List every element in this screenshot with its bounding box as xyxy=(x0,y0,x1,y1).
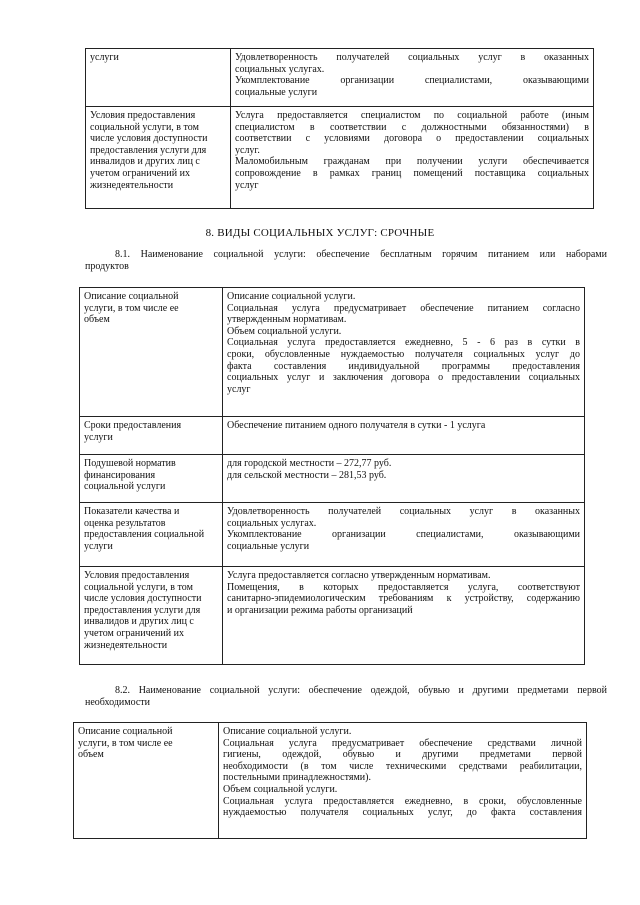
row-value-cell xyxy=(223,455,585,503)
cell-text-line: Условия предоставления xyxy=(90,110,196,121)
row-value-cell xyxy=(223,417,585,455)
cell-text-line: социальные услуги xyxy=(235,86,318,98)
table-row xyxy=(74,723,587,839)
cell-text-line: оценка результатов xyxy=(84,517,166,529)
cell-text-line: утвержденным нормативам. xyxy=(227,314,347,326)
cell-text-line: услуг xyxy=(227,383,251,395)
row-value-cell xyxy=(223,567,585,665)
cell-text-line: инвалидов и других лиц с xyxy=(90,156,200,168)
paragraph-line: продуктов xyxy=(85,260,129,272)
cell-text-line: предоставления услуги для xyxy=(84,604,201,616)
row-value-cell xyxy=(231,107,594,209)
cell-text-line: сопровождение в рамках границ помещений поставщика социальных xyxy=(235,167,589,179)
cell-text-line: Описание социальной xyxy=(84,291,179,302)
row-label-cell xyxy=(74,723,219,839)
table-continued xyxy=(85,48,594,209)
table-row xyxy=(86,49,594,107)
row-label-cell xyxy=(86,107,231,209)
cell-text-line: жизнедеятельности xyxy=(84,639,168,651)
cell-text-line: услуги, в том числе ее xyxy=(84,302,179,314)
cell-text-line: социальных услугах. xyxy=(227,517,317,529)
cell-text-line: социальной услуги xyxy=(84,481,166,493)
cell-text-line: Укомплектование организации специалистами, оказывающими xyxy=(235,75,589,87)
cell-text-line: факта составления индивидуальной программы предоставления xyxy=(227,360,580,372)
cell-text-line: услуг xyxy=(235,179,259,191)
cell-text-line: объем xyxy=(84,314,110,326)
cell-text-line: услуг. xyxy=(235,144,260,156)
cell-text-line: Укомплектование организации специалистами, оказывающими xyxy=(227,529,580,541)
row-label-cell xyxy=(80,455,223,503)
cell-text-line: Социальная услуга предоставляется ежедневно, в сроки, обусловленные xyxy=(223,795,582,807)
cell-text-line: Социальная услуга предусматривает обеспечение питанием согласно xyxy=(227,302,580,314)
cell-text-line: нуждаемостью получателя социальных услуг, до факта составления xyxy=(223,807,582,819)
section-heading: 8. ВИДЫ СОЦИАЛЬНЫХ УСЛУГ: СРОЧНЫЕ xyxy=(205,227,435,239)
table-row xyxy=(80,288,585,417)
row-label-cell xyxy=(80,288,223,417)
row-label-cell xyxy=(86,49,231,107)
paragraph-8-2 xyxy=(85,685,607,708)
row-value-cell xyxy=(223,288,585,417)
cell-text-line: учетом ограничений их xyxy=(90,167,190,179)
cell-text-line: учетом ограничений их xyxy=(84,627,184,639)
cell-text-line: объем xyxy=(78,749,104,761)
cell-text-line: Описание социальной услуги. xyxy=(227,291,356,302)
cell-text-line: Сроки предоставления xyxy=(84,420,182,431)
paragraph-line: 8.1. Наименование социальной услуги: обеспечение бесплатным горячим питанием или наборами xyxy=(115,249,607,260)
table-service-8-2 xyxy=(73,722,587,839)
cell-text-line: предоставления услуги для xyxy=(90,144,207,156)
cell-text-line: соответствии с условиями договора о предоставлении социальных xyxy=(235,133,589,145)
cell-text-line: социальной услуги, в том xyxy=(84,581,193,593)
cell-text-line: социальных услугах. xyxy=(235,63,325,75)
cell-text-line: Показатели качества и xyxy=(84,506,180,517)
cell-text-line: Удовлетворенность получателей социальных услуг в оказанных xyxy=(235,52,589,63)
paragraph-line: 8.2. Наименование социальной услуги: обеспечение одеждой, обувью и другими предметами первой xyxy=(115,685,607,696)
table-row xyxy=(86,107,594,209)
table-row xyxy=(80,567,585,665)
cell-text-line: Объем социальной услуги. xyxy=(227,325,342,337)
cell-text-line: Подушевой норматив xyxy=(84,458,176,469)
table-row xyxy=(80,503,585,567)
cell-text-line: Обеспечение питанием одного получателя в сутки - 1 услуга xyxy=(227,420,486,431)
cell-text-line: необходимости (в том числе техническими средствами реабилитации, xyxy=(223,760,582,772)
paragraph-8-1 xyxy=(85,249,607,272)
row-value-cell xyxy=(223,503,585,567)
cell-text-line: и организации режима работы организаций xyxy=(227,604,413,616)
row-value-cell xyxy=(219,723,587,839)
cell-text-line: Социальная услуга предоставляется ежедневно, 5 - 6 раз в сутки в xyxy=(227,337,580,349)
row-label-cell xyxy=(80,567,223,665)
cell-text-line: социальные услуги xyxy=(227,540,310,552)
cell-text-line: услуги, в том числе ее xyxy=(78,737,173,749)
table-service-8-1 xyxy=(79,287,585,665)
cell-text-line: социальных услуг и заключения договора о предоставлении социальных xyxy=(227,372,580,384)
cell-text-line: для сельской местности – 281,53 руб. xyxy=(227,469,387,481)
cell-text-line: услуги xyxy=(84,431,113,443)
cell-text-line: числе условия доступности xyxy=(84,593,202,605)
cell-text-line: Удовлетворенность получателей социальных услуг в оказанных xyxy=(227,506,580,517)
cell-text-line: постельными принадлежностями). xyxy=(223,772,371,784)
cell-text-line: специалистом в соответствии с должностными обязанностями) в xyxy=(235,121,589,133)
cell-text-line: Услуга предоставляется специалистом по социальной работе (иным xyxy=(235,110,589,121)
cell-text-line: социальной услуги, в том xyxy=(90,121,199,133)
cell-text-line: Условия предоставления xyxy=(84,570,190,581)
cell-text-line: Объем социальной услуги. xyxy=(223,783,338,795)
cell-text-line: Описание социальной услуги. xyxy=(223,726,352,737)
cell-text-line: услуги xyxy=(84,540,113,552)
cell-text-line: финансирования xyxy=(84,469,156,481)
table-row xyxy=(80,417,585,455)
row-label-cell xyxy=(80,417,223,455)
cell-text-line: услуги xyxy=(90,52,119,63)
cell-text-line: Описание социальной xyxy=(78,726,173,737)
table-row xyxy=(80,455,585,503)
cell-text-line: Помещения, в которых предоставляется услуга, соответствуют xyxy=(227,581,580,593)
row-value-cell xyxy=(231,49,594,107)
cell-text-line: Услуга предоставляется согласно утвержденным нормативам. xyxy=(227,570,491,581)
cell-text-line: сроки, обусловленные нуждаемостью получателя социальных услуг до xyxy=(227,348,580,360)
cell-text-line: для городской местности – 272,77 руб. xyxy=(227,458,392,469)
cell-text-line: предоставления социальной xyxy=(84,529,205,541)
cell-text-line: жизнедеятельности xyxy=(90,179,174,191)
row-label-cell xyxy=(80,503,223,567)
cell-text-line: санитарно-эпидемиологическим требованиям к устройству, содержанию xyxy=(227,593,580,605)
cell-text-line: Маломобильным гражданам при получении услуги обеспечивается xyxy=(235,156,589,168)
cell-text-line: Социальная услуга предусматривает обеспечение средствами личной xyxy=(223,737,582,749)
paragraph-line: необходимости xyxy=(85,696,151,708)
cell-text-line: инвалидов и других лиц с xyxy=(84,616,194,628)
cell-text-line: числе условия доступности xyxy=(90,133,208,145)
cell-text-line: гигиены, одеждой, обувью и другими предметами первой xyxy=(223,749,582,761)
